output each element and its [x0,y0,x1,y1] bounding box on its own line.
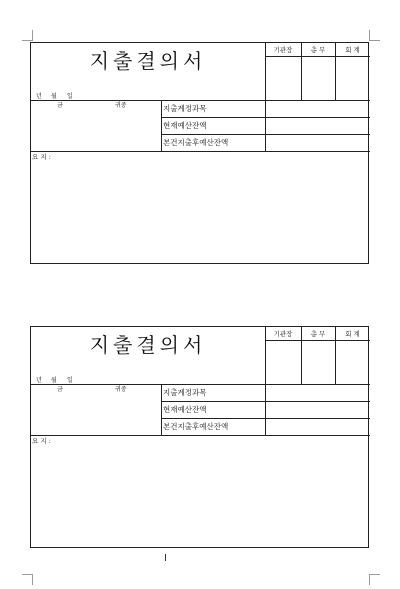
approval-header-line [265,56,370,57]
year-label: 년 [36,93,42,100]
current-budget-label: 현재예산잔액 [163,405,207,414]
approval-head-general: 총 무 [310,46,326,54]
year-label: 년 [36,377,42,384]
approval-head-director: 기관장 [273,46,293,54]
payee-mark: 금 [57,386,63,393]
approval-head-accounting: 회 계 [345,330,360,338]
approval-head-general: 총 무 [310,330,326,338]
post-expense-budget-label: 본건지출후예산잔액 [163,138,229,147]
payee-suffix: 귀중 [115,386,127,393]
account-item-label: 지출계정과목 [163,388,207,397]
day-label: 일 [67,377,73,384]
expense-form-1 [30,42,369,264]
summary-divider [31,435,370,436]
summary-label: 요 지 : [32,153,51,161]
approval-head-accounting: 회 계 [345,46,360,54]
payee-mark: 금 [57,102,63,109]
row-value-border [265,100,266,151]
form-title: 지출결의서 [89,49,207,73]
summary-label: 요 지 : [32,437,51,445]
row-value-border [265,384,266,435]
approval-head-director: 기관장 [273,330,293,338]
payee-suffix: 귀중 [115,102,127,109]
month-label: 월 [51,377,57,384]
approval-header-line [265,340,370,341]
day-label: 일 [67,93,73,100]
crop-mark-top-left [22,30,33,41]
account-item-label: 지출계정과목 [163,104,207,113]
expense-form-2 [30,326,369,548]
crop-mark-bottom-right [369,574,380,585]
crop-mark-bottom-left [22,574,33,585]
month-label: 월 [51,93,57,100]
summary-divider [31,151,370,152]
current-budget-label: 현재예산잔액 [163,121,207,130]
crop-mark-top-right [369,30,380,41]
form-title: 지출결의서 [89,333,207,357]
text-cursor [165,554,166,561]
post-expense-budget-label: 본건지출후예산잔액 [163,422,229,431]
